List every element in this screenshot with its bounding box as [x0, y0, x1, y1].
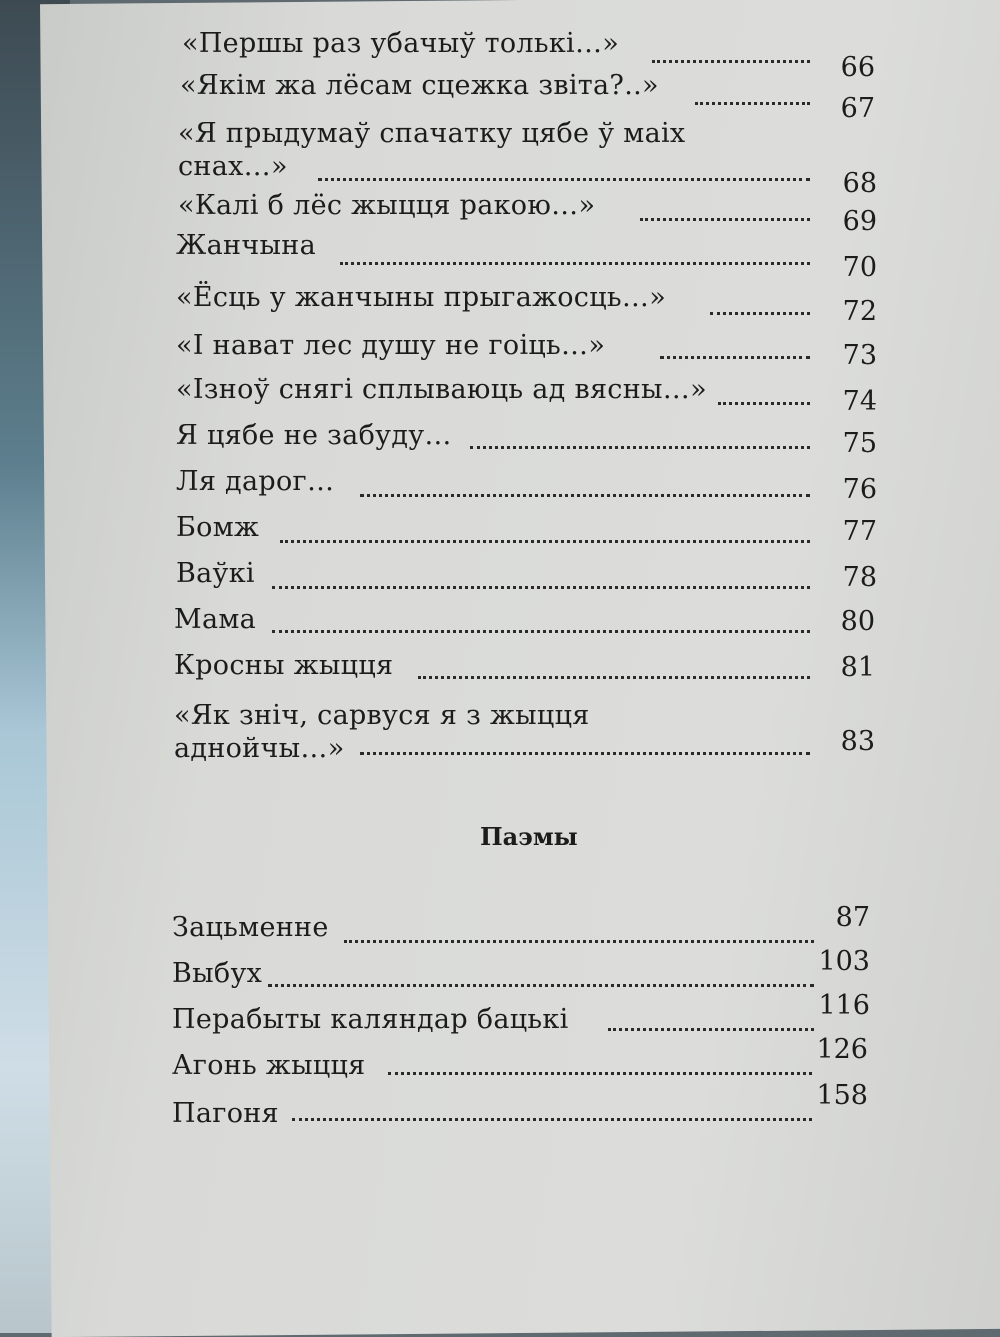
toc-entry-title: «Калі б лёс жыцця ракою…» [178, 190, 596, 221]
toc-entry-page: 83 [840, 726, 875, 757]
toc-entry-title: Я цябе не забуду… [176, 420, 452, 451]
toc-entry-page: 81 [840, 652, 875, 683]
leader-dots [360, 494, 810, 497]
toc-entry [176, 558, 255, 589]
toc-entry [180, 70, 659, 101]
toc-entry-title: Пагоня [172, 1098, 279, 1129]
toc-entry-page: 103 [818, 946, 870, 977]
toc-entry-page: 78 [842, 562, 877, 593]
leader-dots [710, 312, 810, 315]
toc-entry-page: 126 [816, 1034, 868, 1065]
leader-dots [470, 446, 810, 449]
toc-entry-page: 68 [842, 168, 877, 199]
leader-dots [652, 60, 810, 63]
toc-entry [176, 420, 452, 451]
toc-entry-page: 66 [840, 52, 875, 83]
leader-dots [388, 1072, 812, 1075]
toc-entry-title: «Першы раз убачыў толькі…» [182, 28, 620, 59]
toc-entry-page: 80 [840, 606, 875, 637]
toc-entry [172, 912, 329, 943]
toc-entry [172, 1098, 279, 1129]
leader-dots [344, 940, 814, 943]
toc-entry-page: 70 [842, 252, 877, 283]
toc-entry [176, 282, 666, 313]
toc-entry [178, 118, 685, 182]
leader-dots [340, 262, 810, 265]
toc-entry [182, 28, 619, 59]
toc-entry-page: 72 [842, 296, 877, 327]
toc-entry-title-line2: снах…» [178, 151, 288, 182]
toc-entry-page: 75 [842, 428, 877, 459]
toc-entry-page: 74 [842, 386, 877, 417]
leader-dots [695, 102, 810, 105]
toc-entry [172, 1004, 569, 1035]
toc-entry-title: Ваўкі [176, 558, 255, 589]
leader-dots [272, 586, 810, 589]
toc-entry [176, 466, 334, 497]
toc-entry [176, 512, 259, 543]
toc-entry-title: Выбух [172, 958, 263, 989]
toc-entry-page: 69 [842, 206, 877, 237]
toc-entry-title: Бомж [176, 512, 260, 543]
leader-dots [280, 540, 810, 543]
toc-entry-title: Кросны жыцця [174, 650, 394, 681]
toc-entry-title: «Я прыдумаў спачатку цябе ў маіх [178, 118, 686, 149]
toc-entry [174, 604, 256, 635]
toc-entry [172, 1050, 366, 1081]
toc-entry [176, 330, 605, 361]
toc-entry-title: Жанчына [176, 230, 316, 261]
toc-entry-page: 87 [835, 902, 870, 933]
toc-entry-title: «Якім жа лёсам сцежка звіта?..» [180, 70, 659, 101]
toc-entry [176, 230, 316, 261]
toc-entry [174, 650, 393, 681]
leader-dots [292, 1118, 812, 1121]
leader-dots [418, 676, 810, 679]
leader-dots [268, 984, 814, 987]
toc-entry-title: «Ізноў снягі сплываюць ад вясны…» [176, 374, 707, 405]
toc-entry-title: Зацьменне [172, 912, 329, 943]
toc-entry-title: «Ёсць у жанчыны прыгажосць…» [176, 282, 667, 313]
leader-dots [318, 178, 810, 181]
toc-entry-title: «І нават лес душу не гоіць…» [176, 330, 606, 361]
leader-dots [360, 752, 810, 755]
toc-entry-title: Ля дарог… [176, 466, 335, 497]
toc-entry-page: 73 [842, 340, 877, 371]
toc-entry-page: 116 [818, 990, 870, 1021]
leader-dots [608, 1028, 814, 1031]
toc-entry-title: Агонь жыцця [172, 1050, 366, 1081]
toc-entry [176, 374, 707, 405]
toc-entry-title-line2: аднойчы…» [174, 733, 345, 764]
toc-entry-page: 77 [842, 516, 877, 547]
toc-entry-title: Перабыты каляндар бацькі [172, 1004, 569, 1035]
toc-entry [178, 190, 595, 221]
toc-entry-title: «Як зніч, сарвуся я з жыцця [174, 700, 590, 731]
leader-dots [640, 218, 810, 221]
leader-dots [272, 630, 810, 633]
toc-entry-page: 67 [840, 93, 875, 124]
toc-entry-page: 158 [816, 1080, 868, 1111]
toc-entry-page: 76 [842, 474, 877, 505]
leader-dots [660, 356, 810, 359]
section-title: Паэмы [480, 822, 578, 851]
toc-entry [172, 958, 262, 989]
toc-entry-title: Мама [174, 604, 257, 635]
